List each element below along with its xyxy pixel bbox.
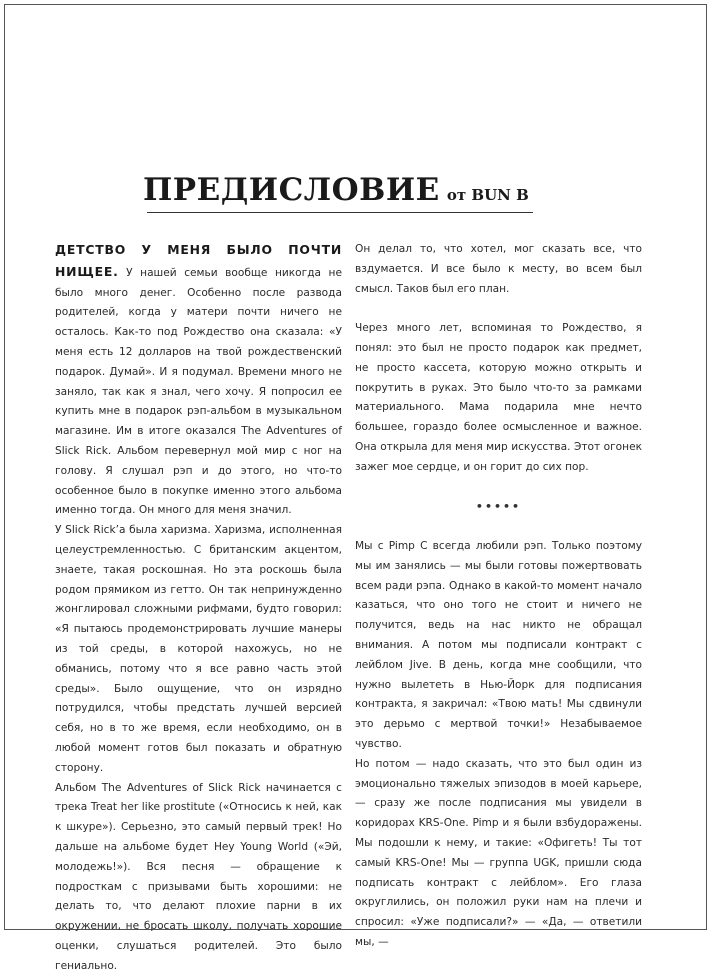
paragraph: Альбом The Adventures of Slick Rick начинается с трека Treat her like prostitute («Относись к ней, как к шкуре»). Серьезно, это самый первый трек! Но дальше на альбоме будет Hey Young World («Эй, молодежь!»). Вся песня — обращение к подросткам с призывами быть хорошими: не делать то, что делают плохие парни в их окружении, не бросать школу, получать хорошие оценки, слушаться родителей. Это было гениально.: [55, 781, 342, 972]
lead-in: ДЕТСТВО У МЕНЯ БЫЛО ПОЧТИ НИЩЕЕ.: [55, 242, 342, 279]
paragraph-gap: [355, 517, 642, 537]
paragraph-gap: [355, 478, 642, 498]
paragraph: Через много лет, вспоминая то Рождество, я понял: это был не просто подарок как предмет, не просто кассета, которую можно открыть и покрутить в руках. Это было что-то за рамками материального. Мама подарила мне нечто большее, гораздо более осмысленное и важное. Она открыла для меня мир искусства. Этот огонек зажег мое сердце, и он горит до сих пор.: [355, 322, 642, 473]
paragraph: Но потом — надо сказать, что это был один из эмоционально тяжелых эпизодов в моей карьере, — сразу же после подписания мы увидели в коридорах KRS-One. Pimp и я были взбудоражены. Мы подошли к нему, и такие: «Офигеть! Ты тот самый KRS-One! Мы — группа UGK, пришли сюда подписать контракт с лейблом». Его глаза округлились, он положил руки нам на плечи и спросил: «Уже подписали?» — «Да, — ответили мы, —: [355, 757, 642, 948]
heading-underline: [147, 212, 533, 213]
paragraph-text: У нашей семьи вообще никогда не было много денег. Особенно после развода родителей, когда у матери почти ничего не осталось. Как-то под Рождество она сказала: «У меня есть 12 долларов на твой рождественский подарок. Думай». И я подумал. Времени много не заняло, так как я знал, чего хочу. Я попросил ее купить мне в подарок рэп-альбом в музыкальном магазине. Им в итоге оказался The Adventures of Slick Rick. Альбом перевернул мой мир с ног на голову. Я слушал рэп и до этого, но что-то особенное было в покупке именно этого альбома именно тогда. Он много для меня значил.: [55, 266, 342, 517]
paragraph-gap: [355, 299, 642, 319]
paragraph: [55, 240, 342, 521]
chapter-title: ПРЕДИСЛОВИЕ: [143, 172, 440, 208]
paragraph: У Slick Rick’а была харизма. Харизма, исполненная целеустремленностью. С британским акцентом, знаете, такая роскошная. Но эта роскошь была родом прямиком из гетто. Он так непринужденно жонглировал сложными рифмами, будто говорил: «Я пытаюсь продемонстрировать лучшие манеры из той среды, в которой нахожусь, но не обманись, потому что я все равно часть этой среды». Было ощущение, что он изрядно потрудился, чтобы предстать лучшей версией себя, но в то же время, если необходимо, он в любой момент готов был показать и обратную сторону.: [55, 524, 342, 774]
chapter-author: от BUN B: [446, 186, 529, 204]
right-column: [355, 240, 642, 953]
paragraph: Он делал то, что хотел, мог сказать все, что вздумается. И все было к месту, во всем был смысл. Таков был его план.: [355, 243, 642, 295]
chapter-heading: [143, 172, 535, 214]
section-separator: •••••: [475, 500, 522, 514]
paragraph: Мы с Pimp C всегда любили рэп. Только поэтому мы им занялись — мы были готовы пожертвовать всем ради рэпа. Однако в какой-то момент начало казаться, что оно того не стоит и ничего не получится, ведь на нас никто не обращал внимания. А потом мы подписали контракт с лейблом Jive. В день, когда мне сообщили, что нужно вылететь в Нью-Йорк для подписания контракта, я закричал: «Твою мать! Мы сдвинули это дерьмо с мертвой точки!» Незабываемое чувство.: [355, 539, 642, 750]
left-column: [55, 240, 342, 976]
